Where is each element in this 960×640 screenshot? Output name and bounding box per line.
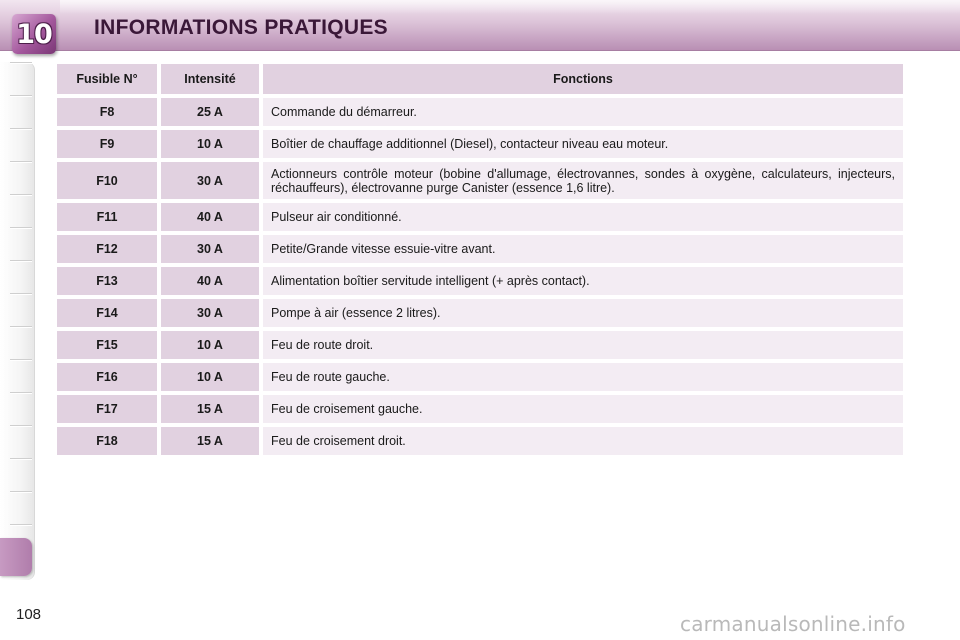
chapter-tab-divider (10, 491, 32, 493)
chapter-number: 10 (16, 18, 52, 50)
chapter-tab-divider (10, 359, 32, 361)
chapter-tab-divider (10, 326, 32, 328)
fuse-function: Boîtier de chauffage additionnel (Diesel), contacteur niveau eau moteur. (263, 130, 903, 158)
table-row (57, 235, 903, 263)
table-row (57, 130, 903, 158)
chapter-tab-divider (10, 458, 32, 460)
table-row (57, 331, 903, 359)
chapter-tab-divider (10, 425, 32, 427)
fuse-amperage: 10 A (161, 363, 259, 391)
fuse-amperage: 40 A (161, 203, 259, 231)
chapter-tab-divider (10, 95, 32, 97)
table-row (57, 395, 903, 423)
column-header-functions: Fonctions (263, 64, 903, 94)
fuse-number: F10 (57, 162, 157, 199)
chapter-tab-divider (10, 227, 32, 229)
fuse-function: Alimentation boîtier servitude intelligent (+ après contact). (263, 267, 903, 295)
fuse-amperage: 30 A (161, 162, 259, 199)
fuse-amperage: 40 A (161, 267, 259, 295)
chapter-tab-active[interactable] (0, 538, 32, 576)
fuse-amperage: 10 A (161, 331, 259, 359)
fuse-function: Actionneurs contrôle moteur (bobine d'allumage, électrovannes, sondes à oxygène, calculateurs, injecteurs, réchauffeurs), électrovanne purge Canister (essence 1,6 litre). (263, 162, 903, 199)
fuse-number: F8 (57, 98, 157, 126)
header-shine (60, 0, 960, 14)
fuse-number: F13 (57, 267, 157, 295)
fuse-number: F9 (57, 130, 157, 158)
page-number: 108 (16, 606, 42, 623)
fuse-number: F14 (57, 299, 157, 327)
fuse-number: F16 (57, 363, 157, 391)
fuse-function: Feu de route droit. (263, 331, 903, 359)
fuse-function: Feu de croisement gauche. (263, 395, 903, 423)
fuse-amperage: 15 A (161, 427, 259, 455)
watermark: carmanualsonline.info (680, 612, 906, 636)
fuse-function: Feu de route gauche. (263, 363, 903, 391)
table-row (57, 98, 903, 126)
table-header-row (57, 64, 903, 94)
chapter-tabs (0, 62, 35, 580)
fuse-amperage: 30 A (161, 299, 259, 327)
chapter-badge (12, 14, 56, 54)
fuse-amperage: 15 A (161, 395, 259, 423)
column-header-amperage: Intensité (161, 64, 259, 94)
fuse-amperage: 10 A (161, 130, 259, 158)
table-row (57, 203, 903, 231)
fuse-number: F11 (57, 203, 157, 231)
fuse-table (57, 64, 903, 459)
fuse-number: F18 (57, 427, 157, 455)
chapter-tab-divider (10, 392, 32, 394)
fuse-function: Pulseur air conditionné. (263, 203, 903, 231)
chapter-tab-divider (10, 260, 32, 262)
fuse-number: F15 (57, 331, 157, 359)
fuse-function: Feu de croisement droit. (263, 427, 903, 455)
table-row (57, 299, 903, 327)
chapter-tab-divider (10, 524, 32, 526)
fuse-amperage: 25 A (161, 98, 259, 126)
chapter-tab-divider (10, 62, 32, 64)
table-row (57, 162, 903, 199)
column-header-fuse: Fusible N° (57, 64, 157, 94)
table-row (57, 363, 903, 391)
table-row (57, 267, 903, 295)
fuse-number: F17 (57, 395, 157, 423)
fuse-number: F12 (57, 235, 157, 263)
fuse-function: Petite/Grande vitesse essuie-vitre avant. (263, 235, 903, 263)
chapter-tab-divider (10, 161, 32, 163)
chapter-tab-divider (10, 128, 32, 130)
chapter-tab-divider (10, 194, 32, 196)
page-title: INFORMATIONS PRATIQUES (94, 16, 388, 39)
fuse-function: Commande du démarreur. (263, 98, 903, 126)
fuse-amperage: 30 A (161, 235, 259, 263)
chapter-tab-divider (10, 293, 32, 295)
fuse-function: Pompe à air (essence 2 litres). (263, 299, 903, 327)
table-row (57, 427, 903, 455)
